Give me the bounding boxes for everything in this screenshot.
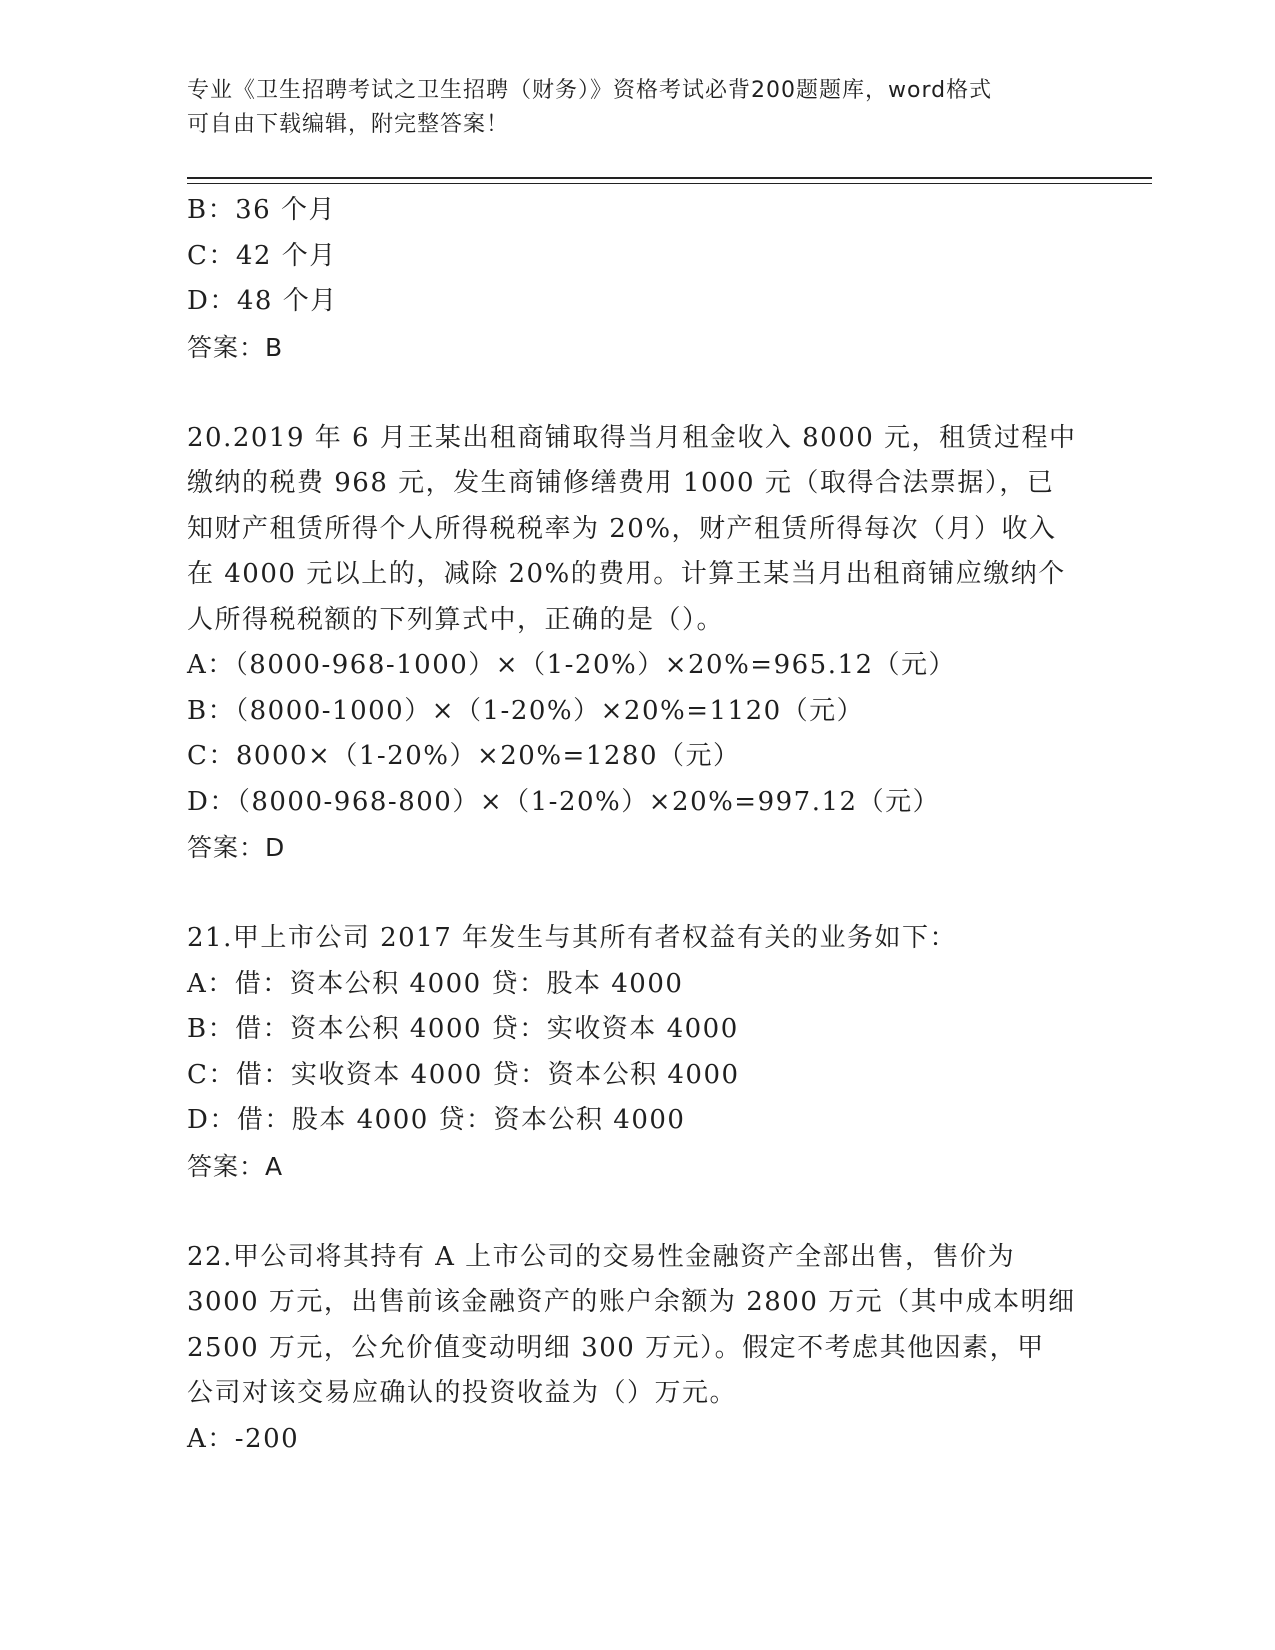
q22-stem-line: 3000 万元，出售前该金融资产的账户余额为 2800 万元（其中成本明细 [187,1287,1076,1317]
q21-answer: 答案：A [187,1151,284,1181]
q22-stem-line: 公司对该交易应确认的投资收益为（）万元。 [187,1378,738,1408]
q21-stem: 21.甲上市公司 2017 年发生与其所有者权益有关的业务如下： [187,923,958,953]
header-rule-thin [187,183,1152,184]
q20-option-d: D：（8000-968-800）×（1-20%）×20%=997.12（元） [187,786,941,817]
q20-stem-line: 人所得税税额的下列算式中，正确的是（）。 [187,604,725,635]
q21-option-b: B：借：资本公积 4000 贷：实收资本 4000 [187,1014,739,1044]
q21-option-d: D：借：股本 4000 贷：资本公积 4000 [187,1105,686,1135]
q19-option-d: D：48 个月 [187,286,338,316]
document-header [187,74,1087,142]
q20-stem-line: 缴纳的税费 968 元，发生商铺修缮费用 1000 元（取得合法票据），已 [187,468,1055,498]
q22-stem-line: 22.甲公司将其持有 A 上市公司的交易性金融资产全部出售，售价为 [187,1241,1016,1272]
q19-answer: 答案：B [187,332,284,362]
q20-option-b: B：（8000-1000）×（1-20%）×20%=1120（元） [187,695,865,726]
q21-option-a: A：借：资本公积 4000 贷：股本 4000 [187,968,684,999]
header-line-2: 可自由下载编辑，附完整答案！ [187,112,510,137]
q19-option-c: C：42 个月 [187,240,337,271]
spacer [187,871,1087,917]
spacer [187,370,1087,416]
question-content [187,188,1087,1462]
q22-option-a: A：-200 [187,1423,300,1454]
q20-answer: 答案：D [187,833,286,862]
header-line-1: 专业《卫生招聘考试之卫生招聘（财务）》资格考试必背200题题库，word格式 [187,78,993,103]
q20-stem-line: 知财产租赁所得个人所得税税率为 20%，财产租赁所得每次（月）收入 [187,513,1057,544]
q19-option-b: B：36 个月 [187,195,336,225]
q21-option-c: C：借：实收资本 4000 贷：资本公积 4000 [187,1059,740,1090]
q20-option-c: C：8000×（1-20%）×20%=1280（元） [187,741,741,771]
q20-stem-line: 20.2019 年 6 月王某出租商铺取得当月租金收入 8000 元，租赁过程中 [187,422,1077,453]
q20-stem-line: 在 4000 元以上的，减除 20%的费用。计算王某当月出租商铺应缴纳个 [187,559,1066,589]
q22-stem-line: 2500 万元，公允价值变动明细 300 万元）。假定不考虑其他因素，甲 [187,1332,1045,1363]
q20-option-a: A：（8000-968-1000）×（1-20%）×20%=965.12（元） [187,650,957,680]
header-rule-thick [187,177,1152,179]
spacer [187,1189,1087,1235]
